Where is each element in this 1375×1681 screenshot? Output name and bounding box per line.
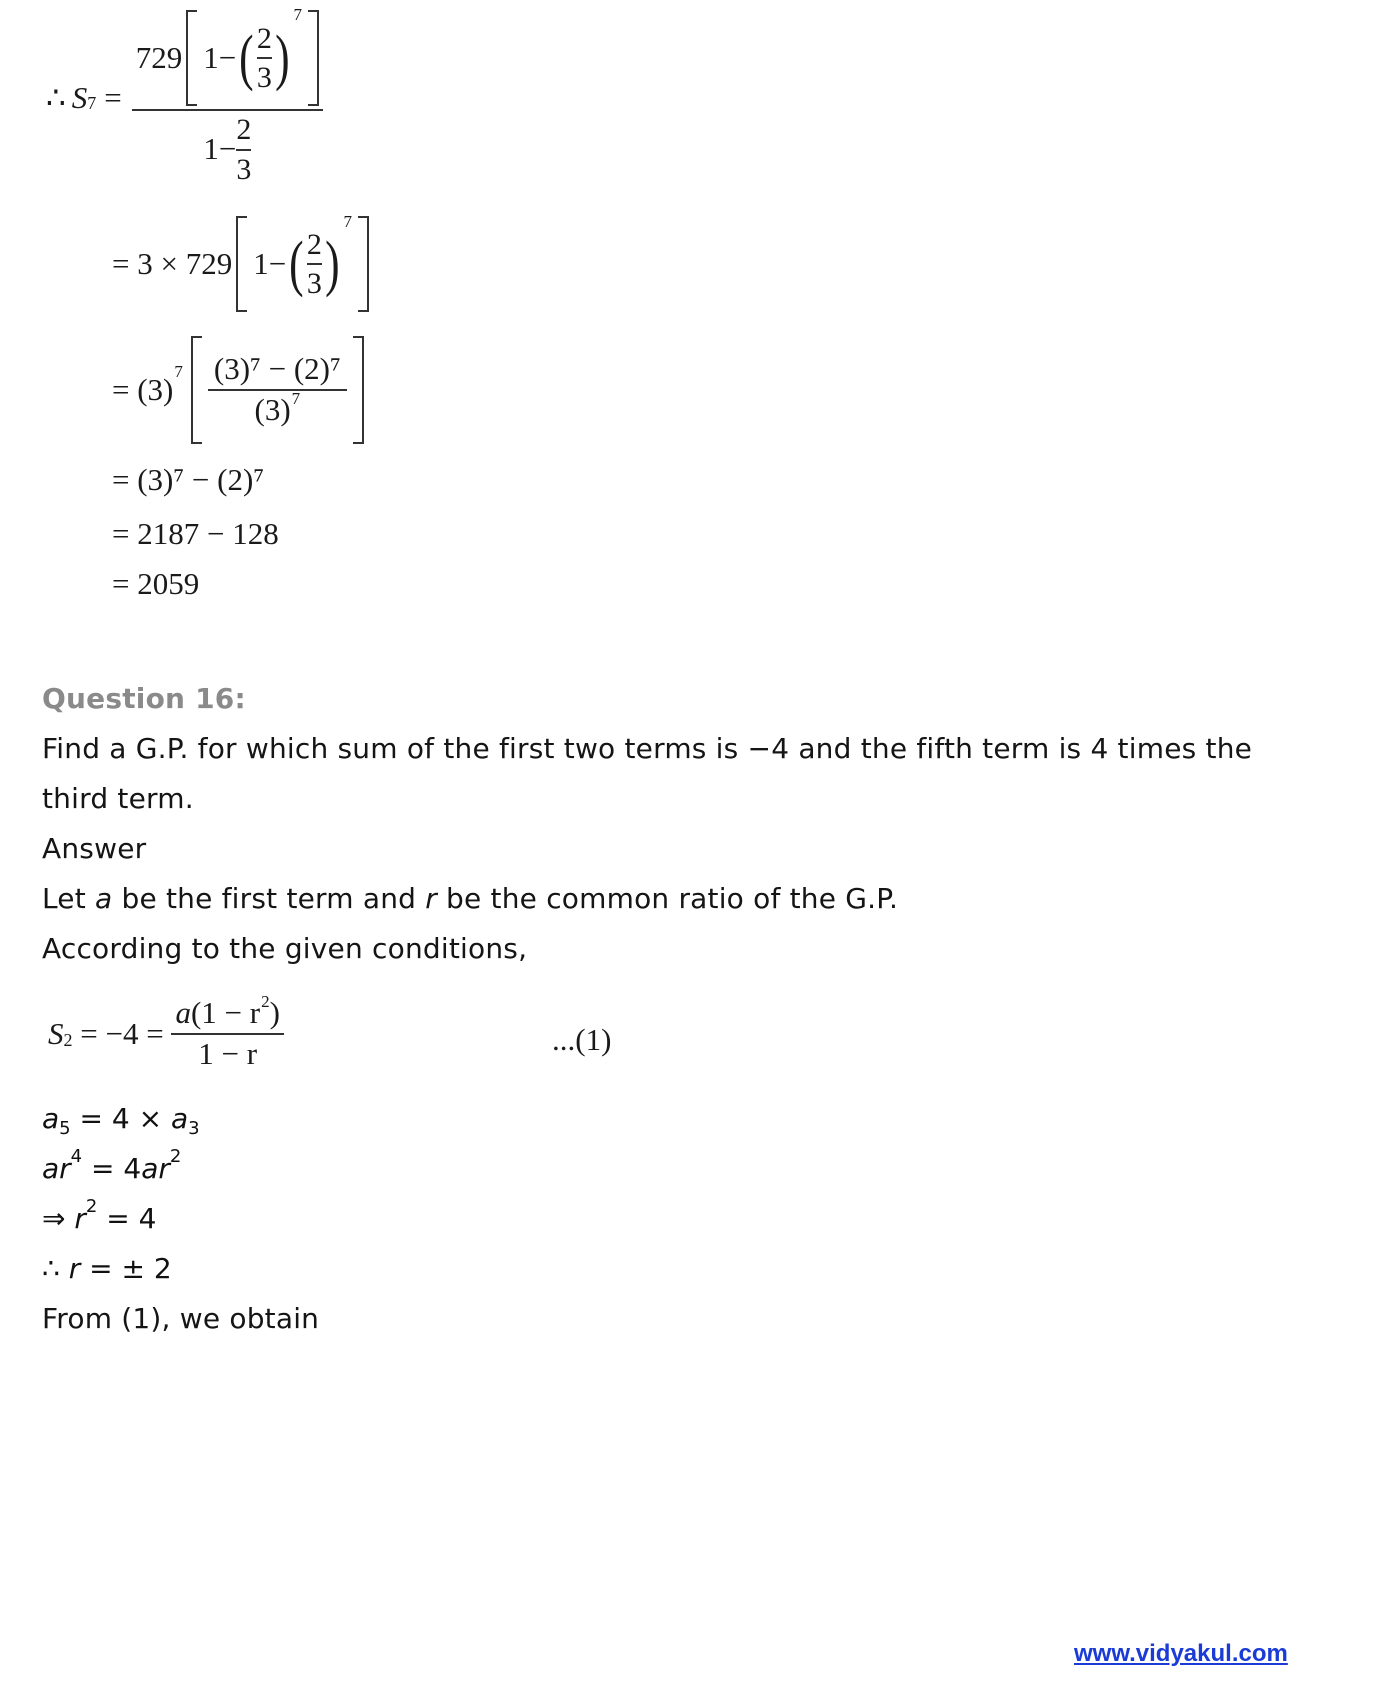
- let-pre: Let: [42, 882, 96, 915]
- right-paren: ): [274, 24, 290, 92]
- let-r: r: [425, 882, 437, 915]
- step5: = 2059: [112, 566, 200, 601]
- a-symbol: a: [170, 1102, 189, 1135]
- right-paren: ): [324, 230, 340, 298]
- implies-symbol: ⇒: [42, 1202, 75, 1235]
- step3: = (3)⁷ − (2)⁷: [112, 462, 265, 497]
- minus: −: [218, 39, 237, 75]
- s7-fraction: [132, 5, 323, 186]
- two-thirds: [307, 229, 322, 300]
- question-text-line1: Find a G.P. for which sum of the first two terms is −4 and the fifth term is 4 times the: [42, 732, 1253, 765]
- right-bracket: [353, 336, 364, 444]
- s7-denominator: [203, 114, 251, 185]
- three-paren: (3): [254, 392, 291, 427]
- exponent-7: 7: [293, 5, 303, 24]
- equals-sign: =: [104, 79, 122, 115]
- question-text-line2: third term.: [42, 782, 194, 815]
- a-symbol: a: [42, 1102, 60, 1135]
- sum-s7-formula: [46, 5, 323, 186]
- num-a: a: [175, 995, 191, 1031]
- two: 2: [236, 113, 252, 146]
- exp-2: 2: [85, 1196, 98, 1217]
- conditions-text: According to the given conditions,: [42, 932, 528, 965]
- left-bracket: [191, 336, 202, 444]
- left-bracket: [236, 216, 247, 312]
- exp-4: 4: [70, 1146, 83, 1167]
- exponent-7: 7: [174, 362, 183, 381]
- sub-3: 3: [188, 1118, 200, 1139]
- s7-subscript: 7: [87, 93, 97, 113]
- step2-numerator: (3)⁷ − (2)⁷: [213, 351, 341, 387]
- step2-denominator: [254, 389, 301, 427]
- equation-1: [48, 984, 284, 1084]
- step1: [112, 214, 369, 314]
- two: 2: [256, 21, 272, 55]
- three: 3: [306, 267, 322, 300]
- three: 3: [236, 152, 252, 186]
- let-a: a: [95, 882, 113, 915]
- step2-prefix: = (3): [112, 372, 174, 407]
- left-bracket: [186, 10, 197, 106]
- one: 1: [203, 131, 219, 167]
- s2-symbol: S: [48, 1016, 64, 1051]
- therefore-symbol: ∴: [46, 79, 66, 115]
- therefore-symbol: ∴: [42, 1252, 69, 1285]
- s3-post: = 4: [97, 1202, 157, 1235]
- minus: −: [268, 246, 287, 281]
- s2-subscript: 2: [63, 1029, 73, 1050]
- right-bracket: [358, 216, 369, 312]
- one: 1: [253, 246, 269, 281]
- r-symbol: r: [74, 1202, 86, 1235]
- minus: −: [218, 131, 237, 167]
- three: 3: [256, 61, 272, 94]
- s4-post: = ± 2: [80, 1252, 172, 1285]
- equation1-numerator: [171, 992, 283, 1031]
- vidyakul-link[interactable]: www.vidyakul.com: [1074, 1640, 1288, 1667]
- s2-mid: = 4: [82, 1152, 142, 1185]
- s7-symbol: S: [71, 79, 88, 115]
- ar-symbol: ar: [141, 1152, 170, 1185]
- s1-mid: = 4 ×: [70, 1102, 171, 1135]
- answer-label: Answer: [42, 832, 147, 865]
- two-thirds: [257, 23, 272, 94]
- step2: [112, 334, 364, 446]
- num-inner: (1 − r: [190, 995, 261, 1031]
- r-squared-equation: [42, 1196, 157, 1235]
- equation1-denominator: 1 − r: [198, 1036, 258, 1071]
- s7-numerator: [132, 5, 323, 106]
- equation1-fraction: [171, 992, 283, 1071]
- step2-fraction: [208, 353, 347, 426]
- one: 1: [203, 39, 219, 75]
- exponent-7: 7: [291, 389, 301, 408]
- two: 2: [306, 227, 322, 261]
- r-symbol: r: [68, 1252, 81, 1285]
- from-1-text: From (1), we obtain: [42, 1302, 320, 1335]
- right-bracket: [308, 10, 319, 106]
- ar-symbol: ar: [42, 1152, 71, 1185]
- sub-5: 5: [59, 1118, 71, 1139]
- two-thirds: [236, 114, 251, 185]
- let-statement: [42, 882, 898, 915]
- left-paren: (: [239, 24, 254, 92]
- exponent-7: 7: [343, 212, 353, 231]
- step4: = 2187 − 128: [112, 516, 279, 551]
- a5-equation: [42, 1102, 200, 1139]
- r-value-equation: [42, 1252, 172, 1285]
- equation-1-label: ...(1): [552, 1022, 612, 1057]
- value-729: 729: [135, 39, 183, 75]
- num-exp: 2: [261, 992, 270, 1012]
- left-paren: (: [289, 230, 304, 298]
- let-post: be the common ratio of the G.P.: [436, 882, 899, 915]
- equation1-mid: = −4 =: [72, 1016, 172, 1051]
- num-close: ): [269, 995, 280, 1031]
- let-mid: be the first term and: [112, 882, 426, 915]
- exp-2: 2: [169, 1146, 182, 1167]
- ar4-equation: [42, 1146, 182, 1185]
- step1-prefix: = 3 × 729: [112, 246, 233, 281]
- question-heading: Question 16:: [42, 682, 246, 715]
